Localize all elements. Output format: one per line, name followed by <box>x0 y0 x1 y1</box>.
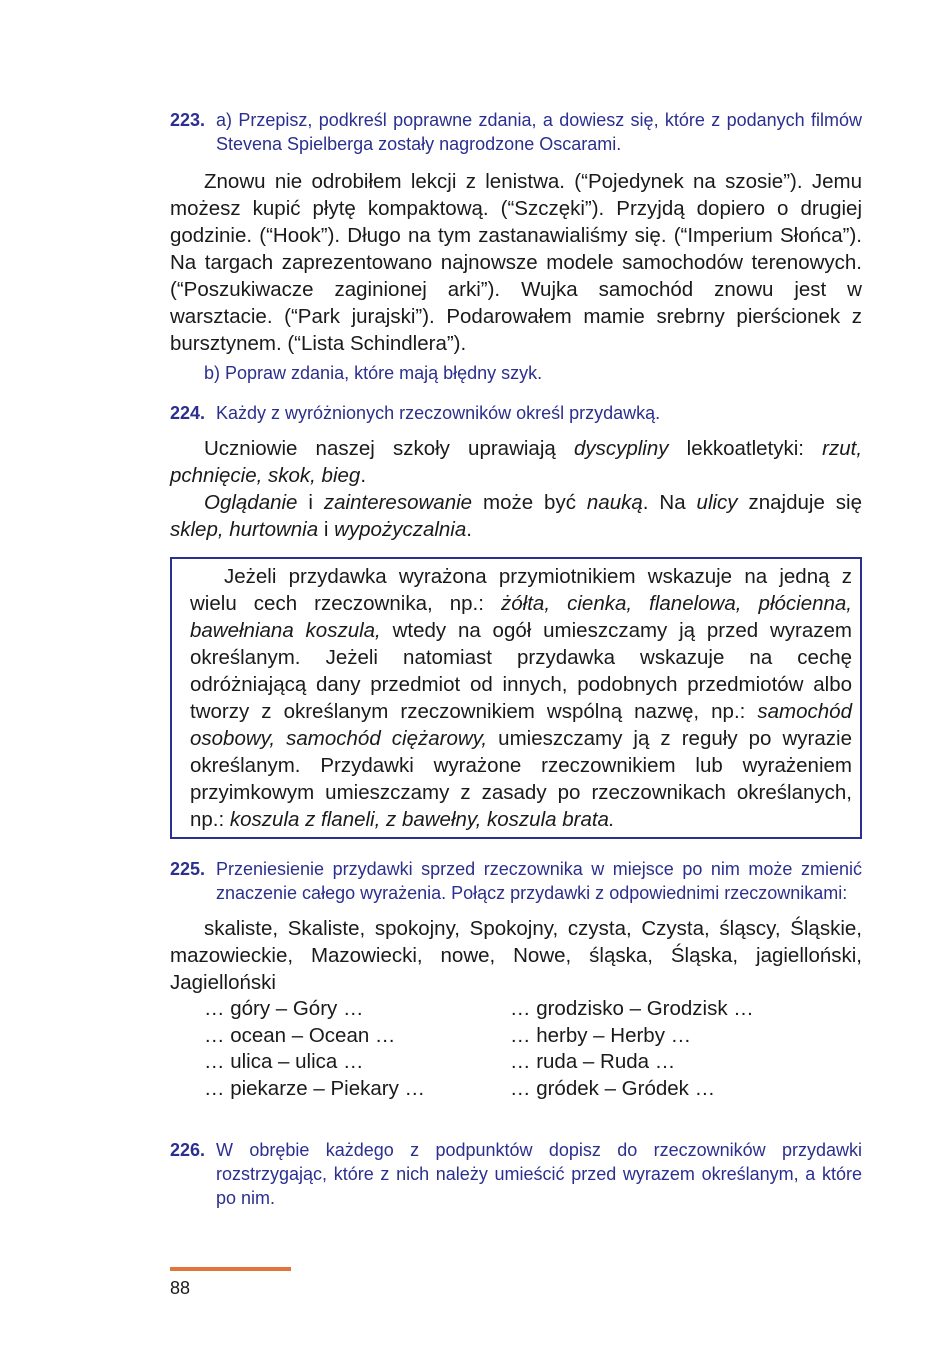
task-224-sentence-2 <box>170 489 862 543</box>
task-instruction: Przeniesienie przydawki sprzed rzeczownika w miejsce po nim może zmienić znaczenie całego wyrażenia. Połącz przydawki z odpowiednimi rzeczownikami: <box>216 859 862 903</box>
text: lekkoatletyki: <box>668 437 823 460</box>
task-223-header <box>170 108 862 156</box>
example: żółta, cienka, flanelowa, płócienna, bawełniana koszula, <box>190 592 852 642</box>
task-number: 223. <box>170 110 206 130</box>
task-226-header <box>170 1138 862 1210</box>
task-number: 226. <box>170 1140 206 1160</box>
grammar-rule-box <box>170 557 862 839</box>
highlighted-noun: zainteresowanie <box>323 491 473 514</box>
text: wtedy na ogół umieszczamy ją przed wyrazem określanym. Jeżeli natomiast przydawka wskazuje na cechę odróżniającą dany przedmiot od innych, podobnych przedmiotów albo tworzy z określanym rzeczownikiem wspólną nazwę, np.: <box>190 619 852 723</box>
task-number: 224. <box>170 403 206 423</box>
task-225-word-list: skaliste, Skaliste, spokojny, Spokojny, czysta, Czysta, śląscy, Śląskie, mazowieckie, Mazowiecki, nowe, Nowe, śląska, Śląska, jagielloński, Jagielloński <box>170 917 862 994</box>
highlighted-noun: rzut, pchnięcie, skok, bieg <box>170 437 863 487</box>
task-225-pairs <box>170 996 862 1102</box>
highlighted-noun: ulicy <box>696 491 738 514</box>
highlighted-noun: dyscypliny <box>573 437 669 460</box>
task-223-text: Znowu nie odrobiłem lekcji z lenistwa. (“Pojedynek na szosie”). Jemu możesz kupić płytę kompaktową. (“Szczęki”). Przyjdą dopiero o drugiej godzinie. (“Hook”). Długo na tym zastanawialiśmy się. (“Imperium Słońca”). Na targach zaprezentowano najnowsze modele samochodów terenowych. (“Poszukiwacze zaginionej arki”). Wujka samochód znowu jest w warsztacie. (“Park jurajski”). Podarowałem mamie srebrny pierścionek z bursztynem. (“Lista Schindlera”). <box>170 170 862 355</box>
task-instruction: a) Przepisz, podkreśl poprawne zdania, a dowiesz się, które z podanych filmów Stevena Spielberga zostały nagrodzone Oscarami. <box>216 110 862 154</box>
text: może być <box>472 491 587 514</box>
task-223-sub-instruction: b) Popraw zdania, które mają błędny szyk. <box>204 363 543 383</box>
pair-item: … herby – Herby … <box>510 1023 692 1047</box>
pair-item: … gródek – Gródek … <box>510 1076 716 1100</box>
text: . <box>466 518 472 541</box>
pair-item: … grodzisko – Grodzisk … <box>510 997 754 1020</box>
grammar-rule-text <box>190 563 852 833</box>
text: . Na <box>642 491 697 514</box>
text: Jeżeli przydawka wyrażona przymiotnikiem wskazuje na jedną z wielu cech rzeczownika, np.: <box>190 565 852 615</box>
task-instruction: W obrębie każdego z podpunktów dopisz do rzeczowników przydawki rozstrzygając, które z nich należy umieścić przed wyrazem określanym, a które po nim. <box>216 1140 862 1208</box>
page-content <box>170 108 862 1210</box>
task-instruction: Każdy z wyróżnionych rzeczowników określ przydawką. <box>216 403 661 423</box>
task-number: 225. <box>170 859 206 879</box>
text: Uczniowie naszej szkoły uprawiają <box>204 437 574 460</box>
example: samochód osobowy, samochód ciężarowy, <box>190 700 852 750</box>
page-number: 88 <box>170 1278 191 1298</box>
text: . <box>360 464 367 487</box>
pair-item: … ulica – ulica … <box>204 1050 364 1073</box>
text: i <box>318 518 335 541</box>
task-225-header <box>170 857 862 905</box>
footer-rule <box>170 1267 291 1271</box>
pair-item: … piekarze – Piekary … <box>204 1076 426 1100</box>
pair-item: … góry – Góry … <box>204 997 364 1020</box>
task-224-header <box>170 401 862 425</box>
text: i <box>297 491 324 514</box>
highlighted-noun: Oglądanie <box>204 491 298 514</box>
text: umieszczamy ją z reguły po wyrazie określanym. Przydawki wyrażone rzeczownikiem lub wyrażeniem przyimkowym umieszczamy z zasady po rzeczownikach określanych, np.: <box>190 727 852 831</box>
pair-item: … ocean – Ocean … <box>204 1023 396 1047</box>
task-224-sentence-1 <box>170 435 862 489</box>
text: znajduje się <box>737 491 863 514</box>
highlighted-noun: sklep, hurtownia <box>170 518 319 541</box>
highlighted-noun: wypożyczalnia <box>334 518 467 541</box>
example: koszula z flaneli, z bawełny, koszula brata. <box>229 808 615 831</box>
pair-item: … ruda – Ruda … <box>510 1050 676 1073</box>
highlighted-noun: nauką <box>586 491 643 514</box>
